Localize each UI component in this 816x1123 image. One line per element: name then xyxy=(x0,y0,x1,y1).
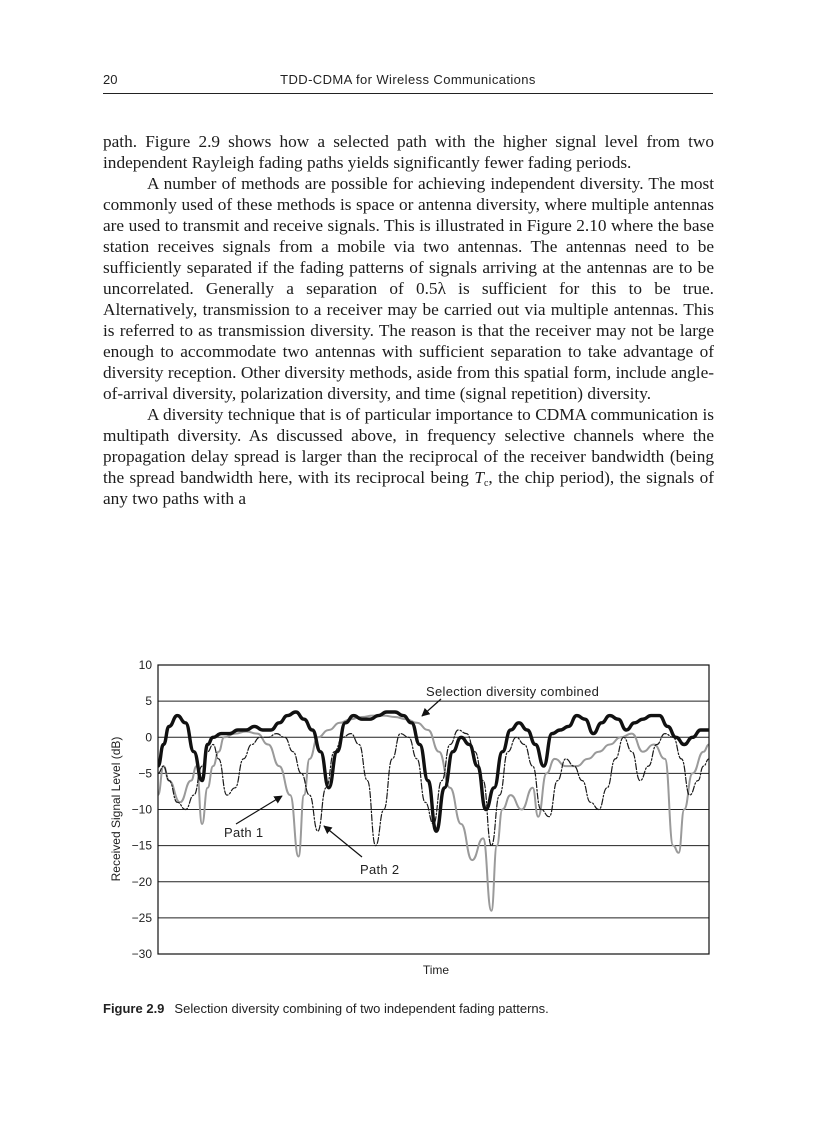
y-tick-label: −10 xyxy=(131,802,152,817)
chip-period-symbol: T xyxy=(474,468,484,487)
header-rule xyxy=(103,93,713,94)
y-tick-label: −25 xyxy=(131,910,152,925)
path1-annotation: Path 1 xyxy=(224,825,264,840)
figure-caption-text: Selection diversity combining of two independent fading patterns. xyxy=(174,1001,549,1016)
page-number: 20 xyxy=(103,72,118,87)
x-axis-label: Time xyxy=(422,963,450,977)
fading-chart xyxy=(100,656,720,986)
y-axis-label: Received Signal Level (dB) xyxy=(109,736,123,882)
body-text xyxy=(103,131,714,509)
paragraph-2: A number of methods are possible for achieving independent diversity. The most commonly used of these methods is space or antenna diversity, where multiple antennas are used to transmit and receive signals. This is illustrated in Figure 2.10 where the base station receives signals from a mobile via two antennas. The antennas need to be sufficiently separated if the fading patterns of signals arriving at the antennas are to be uncorrelated. Generally a separation of 0.5λ is sufficient for this to be true. Alternatively, transmission to a receiver may be carried out via multiple antennas. This is referred to as transmission diversity. The reason is that the receiver may not be large enough to accommodate two antennas with sufficient separation to take advantage of diversity reception. Other diversity methods, aside from this spatial form, include angle-of-arrival diversity, polarization diversity, and time (signal repetition) diversity. xyxy=(103,174,714,403)
y-tick-label: 10 xyxy=(138,658,152,672)
paragraph-1: path. Figure 2.9 shows how a selected path with the higher signal level from two independent Rayleigh fading paths yields significantly fewer fading periods. xyxy=(103,132,714,172)
y-tick-label: −20 xyxy=(131,874,152,889)
figure-caption xyxy=(103,1001,743,1016)
paragraph-3-text-end: , the chip period), the signals of any two paths with a xyxy=(103,468,715,508)
y-tick-label: −5 xyxy=(138,766,152,781)
series-line-selection-diversity-combined xyxy=(158,712,709,831)
series-lines xyxy=(158,712,709,911)
running-head xyxy=(103,70,713,90)
y-tick-label: −30 xyxy=(131,947,152,961)
book-title: TDD-CDMA for Wireless Communications xyxy=(280,72,536,87)
path2-annotation: Path 2 xyxy=(360,862,400,877)
chip-period-subscript: c xyxy=(483,478,489,489)
y-tick-label: 5 xyxy=(145,694,152,709)
paragraph-3-text: A diversity technique that is of particular importance to CDMA communication is multipath diversity. As discussed above, in frequency selective channels where the propagation delay spread is larger than the reciprocal of the receiver bandwidth (being the spread bandwidth here, with its reciprocal being xyxy=(103,405,714,487)
figure-caption-label: Figure 2.9 xyxy=(103,1001,165,1016)
y-tick-label: −15 xyxy=(131,838,152,853)
paragraph-3 xyxy=(103,404,714,509)
combined-annotation: Selection diversity combined xyxy=(426,684,600,699)
y-tick-label: 0 xyxy=(145,730,152,745)
y-tick-labels xyxy=(132,658,153,961)
path2-annotation-arrow xyxy=(324,826,362,857)
